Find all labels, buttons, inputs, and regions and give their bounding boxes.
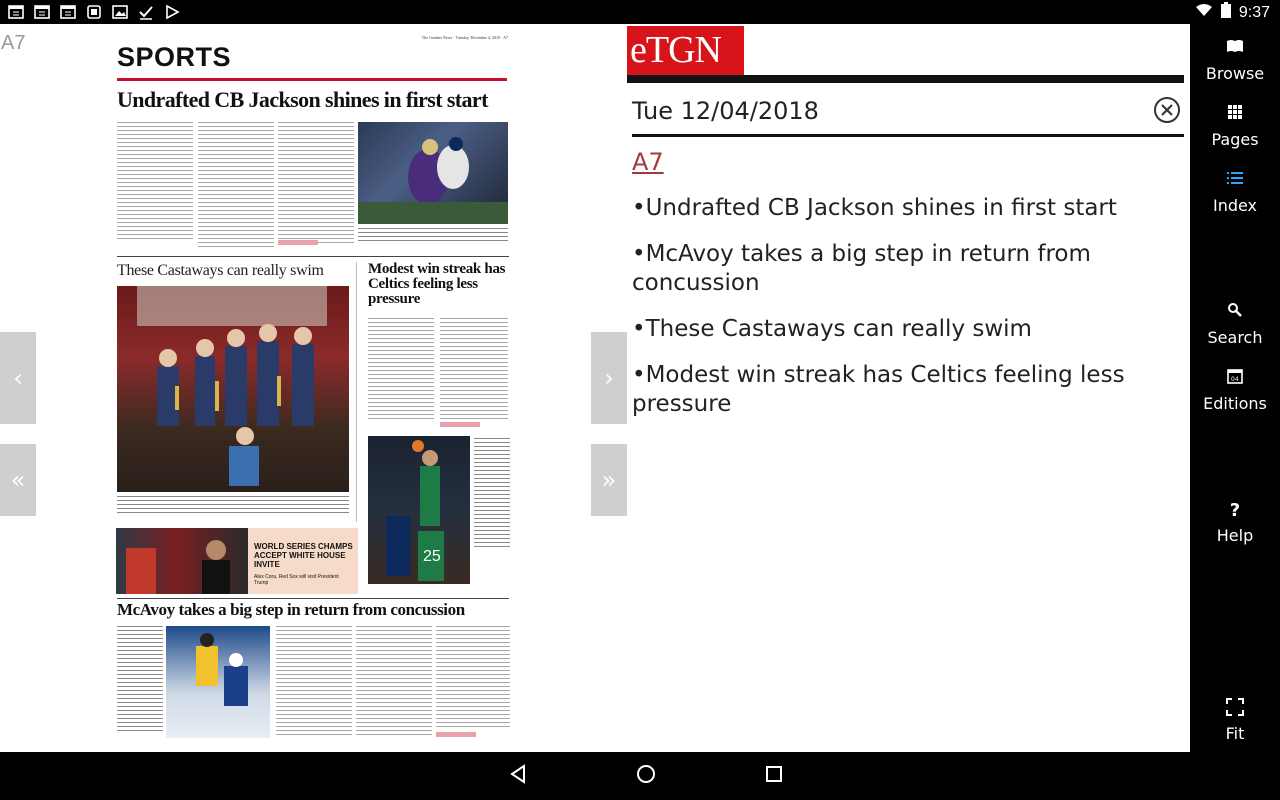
see-jackson-tag[interactable]: [278, 240, 318, 245]
help-button[interactable]: [1190, 500, 1280, 545]
pages-label: Pages: [1211, 130, 1259, 149]
first-page-button[interactable]: [0, 444, 36, 516]
article-text: [276, 626, 352, 736]
search-button[interactable]: [1190, 302, 1280, 347]
hockey-photo: [166, 626, 270, 738]
panel-top-rule: [627, 75, 1184, 83]
newspaper-page[interactable]: [110, 30, 516, 746]
section-title: SPORTS: [117, 42, 232, 72]
photo-caption: [117, 496, 349, 516]
recents-button[interactable]: [760, 764, 788, 788]
calendar-icon: [34, 4, 50, 20]
book-icon: [1190, 38, 1280, 60]
article-list: [632, 194, 1132, 436]
index-panel: [627, 24, 1190, 752]
swim-team-photo: [117, 286, 349, 492]
close-button[interactable]: [1154, 97, 1180, 123]
search-icon: [1190, 302, 1280, 324]
status-bar: [0, 0, 1280, 24]
etgn-logo: eTGN: [627, 26, 744, 75]
index-button[interactable]: [1190, 170, 1280, 215]
promo-headline: WORLD SERIES CHAMPS ACCEPT WHITE HOUSE INVITE: [254, 542, 353, 569]
section-divider: [117, 598, 509, 599]
next-icon: ›: [604, 364, 614, 392]
edition-date: Tue 12/04/2018: [632, 97, 819, 125]
notification-icons: [8, 4, 180, 20]
panel-mid-rule: [632, 134, 1184, 137]
editions-button[interactable]: [1190, 368, 1280, 413]
android-nav-bar: [0, 752, 1280, 800]
search-label: Search: [1207, 328, 1263, 347]
news-icon: [86, 4, 102, 20]
article-link-jackson[interactable]: •Undrafted CB Jackson shines in first start: [632, 195, 1117, 221]
page-number-label: A7: [1, 32, 26, 54]
editions-label: Editions: [1203, 394, 1267, 413]
battery-icon: [1221, 2, 1231, 23]
article-text: [436, 626, 510, 730]
masthead-line: The Gardner News · Tuesday, December 4, 2018 · A7: [421, 35, 508, 40]
play-store-icon: [164, 4, 180, 20]
wifi-icon: [1195, 3, 1213, 22]
check-icon: [138, 4, 154, 20]
list-icon: [1190, 170, 1280, 192]
page-link-a7[interactable]: A7: [632, 148, 664, 176]
home-icon: [636, 764, 656, 784]
prev-page-button[interactable]: [0, 332, 36, 424]
photo-caption: [474, 438, 510, 548]
article-text: [198, 122, 274, 248]
next-page-button[interactable]: [591, 332, 627, 424]
help-icon: ?: [1229, 500, 1241, 521]
article-text: [356, 626, 432, 736]
headline-castaways[interactable]: These Castaways can really swim: [117, 262, 324, 279]
football-photo: [358, 122, 508, 224]
headline-jackson[interactable]: Undrafted CB Jackson shines in first start: [117, 87, 488, 112]
world-series-promo[interactable]: [116, 528, 358, 594]
calendar-icon: [1190, 368, 1280, 390]
prev-icon: ‹: [13, 364, 23, 392]
section-divider: [117, 256, 509, 257]
article-link-mcavoy[interactable]: •McAvoy takes a big step in return from concussion: [632, 241, 1091, 296]
section-rule: [117, 78, 507, 81]
browse-button[interactable]: [1190, 38, 1280, 83]
back-button[interactable]: [504, 764, 532, 788]
article-link-celtics[interactable]: •Modest win streak has Celtics feeling less pressure: [632, 362, 1125, 417]
browse-label: Browse: [1205, 64, 1265, 83]
back-icon: [508, 764, 528, 784]
recents-icon: [764, 764, 784, 784]
red-sox-photo: [116, 528, 248, 594]
status-right: [1195, 2, 1270, 23]
photo-caption: [117, 626, 163, 734]
fit-button[interactable]: [1190, 698, 1280, 743]
fit-label: Fit: [1225, 724, 1245, 743]
right-sidebar: [1190, 24, 1280, 752]
basketball-photo: [368, 436, 470, 584]
see-celtics-tag[interactable]: [440, 422, 480, 427]
article-text: [278, 122, 354, 244]
article-text: [368, 318, 434, 422]
calendar-icon: [60, 4, 76, 20]
last-icon: »: [601, 466, 617, 494]
help-label: Help: [1216, 526, 1254, 545]
svg-text:04: 04: [1231, 376, 1239, 383]
calendar-icon: [8, 4, 24, 20]
fit-icon: [1190, 698, 1280, 720]
svg-text:25: 25: [423, 548, 441, 565]
headline-mcavoy[interactable]: McAvoy takes a big step in return from concussion: [117, 600, 465, 619]
article-link-castaways[interactable]: •These Castaways can really swim: [632, 316, 1032, 342]
promo-subtext: Alex Cora, Red Sox will visit President Trump: [254, 574, 339, 586]
column-divider: [356, 262, 357, 522]
close-icon: [1161, 104, 1173, 116]
article-text: [440, 318, 508, 422]
article-text: [117, 122, 193, 240]
headline-celtics[interactable]: Modest win streak has Celtics feeling less pressure: [368, 261, 506, 307]
grid-icon: [1190, 104, 1280, 126]
see-mcavoy-tag[interactable]: [436, 732, 476, 737]
image-icon: [112, 4, 128, 20]
pages-button[interactable]: [1190, 104, 1280, 149]
index-label: Index: [1212, 196, 1258, 215]
first-icon: «: [10, 466, 26, 494]
photo-caption: [358, 228, 508, 244]
last-page-button[interactable]: [591, 444, 627, 516]
clock: 9:37: [1238, 3, 1270, 21]
home-button[interactable]: [632, 764, 660, 788]
